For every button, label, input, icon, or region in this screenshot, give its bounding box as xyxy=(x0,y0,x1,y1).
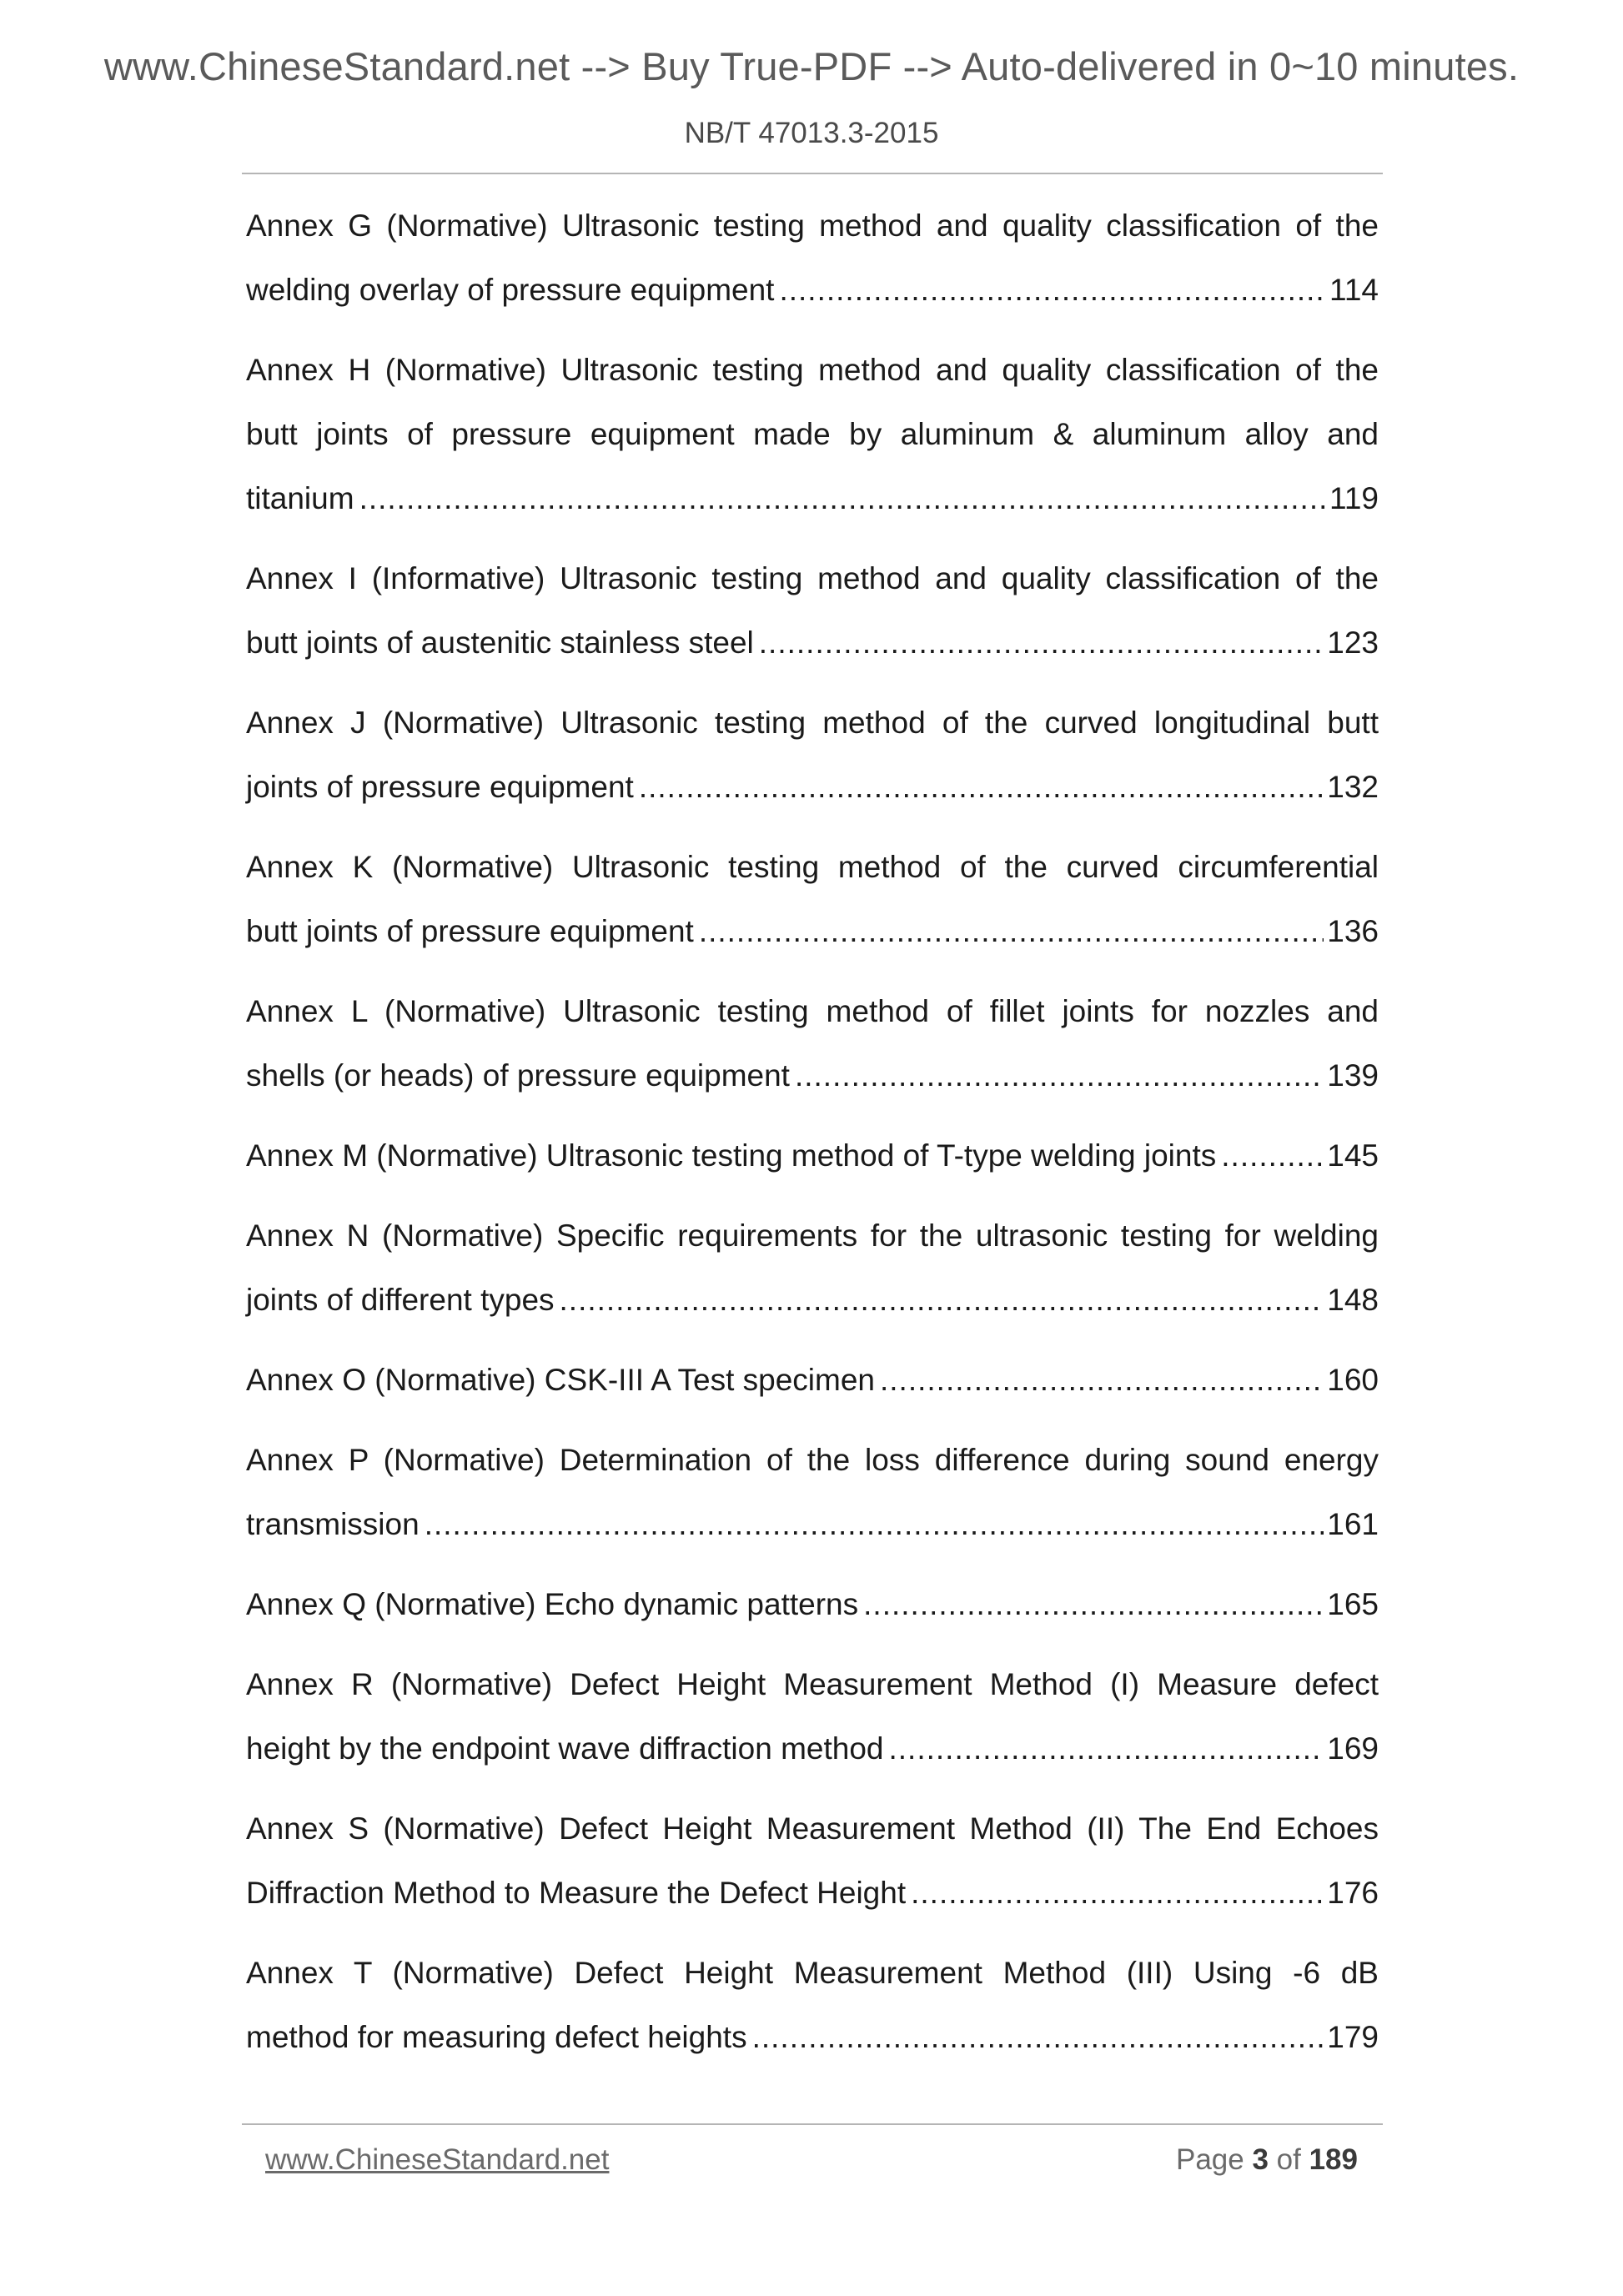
dot-leader xyxy=(795,1043,1324,1108)
toc-page-number: 179 xyxy=(1327,2020,1379,2054)
table-of-contents xyxy=(246,193,1379,2085)
toc-entry[interactable] xyxy=(246,979,1379,1108)
toc-entry-text: Annex I (Informative) Ultrasonic testing method and quality classification of the xyxy=(246,561,1379,595)
toc-entry-text: butt joints of pressure equipment made by aluminum & aluminum alloy and xyxy=(246,417,1379,451)
header-banner: www.ChineseStandard.net --> Buy True-PDF --> Auto-delivered in 0~10 minutes. xyxy=(103,44,1520,88)
toc-entry[interactable] xyxy=(246,1941,1379,2069)
toc-entry[interactable] xyxy=(246,1348,1379,1412)
toc-entry-text: Diffraction Method to Measure the Defect Height xyxy=(246,1876,907,1910)
toc-entry-text: shells (or heads) of pressure equipment xyxy=(246,1058,790,1093)
page-indicator xyxy=(1176,2143,1358,2177)
toc-entry-text: Annex J (Normative) Ultrasonic testing method of the curved longitudinal butt xyxy=(246,706,1379,740)
toc-entry-text: Annex P (Normative) Determination of the loss difference during sound energy xyxy=(246,1443,1379,1477)
toc-entry-text: welding overlay of pressure equipment xyxy=(246,273,775,307)
dot-leader xyxy=(911,1861,1324,1925)
header-divider xyxy=(242,173,1383,174)
toc-entry-text: Annex T (Normative) Defect Height Measurement Method (III) Using -6 dB xyxy=(246,1956,1379,1990)
toc-entry-text: butt joints of austenitic stainless steel xyxy=(246,625,754,660)
toc-entry[interactable] xyxy=(246,338,1379,530)
toc-entry-text: Annex R (Normative) Defect Height Measurement Method (I) Measure defect xyxy=(246,1667,1379,1701)
dot-leader xyxy=(889,1716,1324,1781)
of-word: of xyxy=(1276,2143,1301,2176)
toc-entry-text: Annex L (Normative) Ultrasonic testing method of fillet joints for nozzles and xyxy=(246,994,1379,1028)
toc-entry[interactable] xyxy=(246,835,1379,963)
toc-entry[interactable] xyxy=(246,1796,1379,1925)
toc-entry[interactable] xyxy=(246,691,1379,819)
toc-page-number: 119 xyxy=(1329,481,1379,515)
toc-entry-text: Annex H (Normative) Ultrasonic testing method and quality classification of the xyxy=(246,353,1379,387)
toc-entry-text: joints of pressure equipment xyxy=(246,770,634,804)
dot-leader xyxy=(560,1268,1324,1332)
toc-entry-text: Annex Q (Normative) Echo dynamic patterns xyxy=(246,1587,859,1621)
toc-entry-text: height by the endpoint wave diffraction method xyxy=(246,1731,884,1766)
toc-entry[interactable] xyxy=(246,1572,1379,1636)
toc-entry[interactable] xyxy=(246,1652,1379,1781)
toc-entry-text: joints of different types xyxy=(246,1283,555,1317)
toc-page-number: 136 xyxy=(1327,914,1379,948)
dot-leader xyxy=(359,466,1326,530)
toc-entry-text: Annex K (Normative) Ultrasonic testing method of the curved circumferential xyxy=(246,850,1379,884)
toc-entry-text: transmission xyxy=(246,1507,420,1541)
toc-page-number: 169 xyxy=(1327,1731,1379,1766)
toc-entry-text: Annex M (Normative) Ultrasonic testing method of T-type welding joints xyxy=(246,1138,1217,1173)
toc-entry[interactable] xyxy=(246,1428,1379,1556)
toc-page-number: 160 xyxy=(1327,1363,1379,1397)
dot-leader xyxy=(699,899,1324,963)
toc-page-number: 165 xyxy=(1327,1587,1379,1621)
toc-page-number: 145 xyxy=(1327,1138,1379,1173)
toc-entry-text: Annex N (Normative) Specific requirements for the ultrasonic testing for welding xyxy=(246,1218,1379,1253)
current-page-number: 3 xyxy=(1252,2143,1269,2176)
toc-entry[interactable] xyxy=(246,1203,1379,1332)
toc-entry-text: Annex S (Normative) Defect Height Measurement Method (II) The End Echoes xyxy=(246,1811,1379,1846)
footer-site-link[interactable]: www.ChineseStandard.net xyxy=(265,2143,610,2176)
toc-entry-text: titanium xyxy=(246,481,354,515)
page-word: Page xyxy=(1175,2143,1244,2176)
standard-code: NB/T 47013.3-2015 xyxy=(684,117,939,149)
dot-leader xyxy=(759,610,1324,675)
toc-entry-text: Annex O (Normative) CSK-III A Test specimen xyxy=(246,1363,875,1397)
toc-page-number: 123 xyxy=(1327,625,1379,660)
toc-page-number: 161 xyxy=(1327,1507,1379,1541)
dot-leader xyxy=(880,1348,1324,1412)
toc-entry-text: butt joints of pressure equipment xyxy=(246,914,694,948)
toc-entry-text: method for measuring defect heights xyxy=(246,2020,747,2054)
toc-page-number: 148 xyxy=(1327,1283,1379,1317)
toc-entry[interactable] xyxy=(246,546,1379,675)
toc-entry[interactable] xyxy=(246,1123,1379,1188)
page-footer xyxy=(265,2143,1358,2177)
dot-leader xyxy=(639,755,1324,819)
toc-entry-text: Annex G (Normative) Ultrasonic testing method and quality classification of the xyxy=(246,208,1379,243)
dot-leader xyxy=(425,1492,1324,1556)
footer-divider xyxy=(242,2123,1383,2125)
toc-page-number: 139 xyxy=(1327,1058,1379,1093)
toc-page-number: 132 xyxy=(1327,770,1379,804)
total-pages-number: 189 xyxy=(1309,2143,1358,2176)
dot-leader xyxy=(752,2005,1324,2069)
dot-leader xyxy=(863,1572,1324,1636)
toc-entry[interactable] xyxy=(246,193,1379,322)
toc-page-number: 176 xyxy=(1327,1876,1379,1910)
dot-leader xyxy=(1221,1123,1324,1188)
toc-page-number: 114 xyxy=(1329,273,1379,307)
dot-leader xyxy=(779,258,1326,322)
